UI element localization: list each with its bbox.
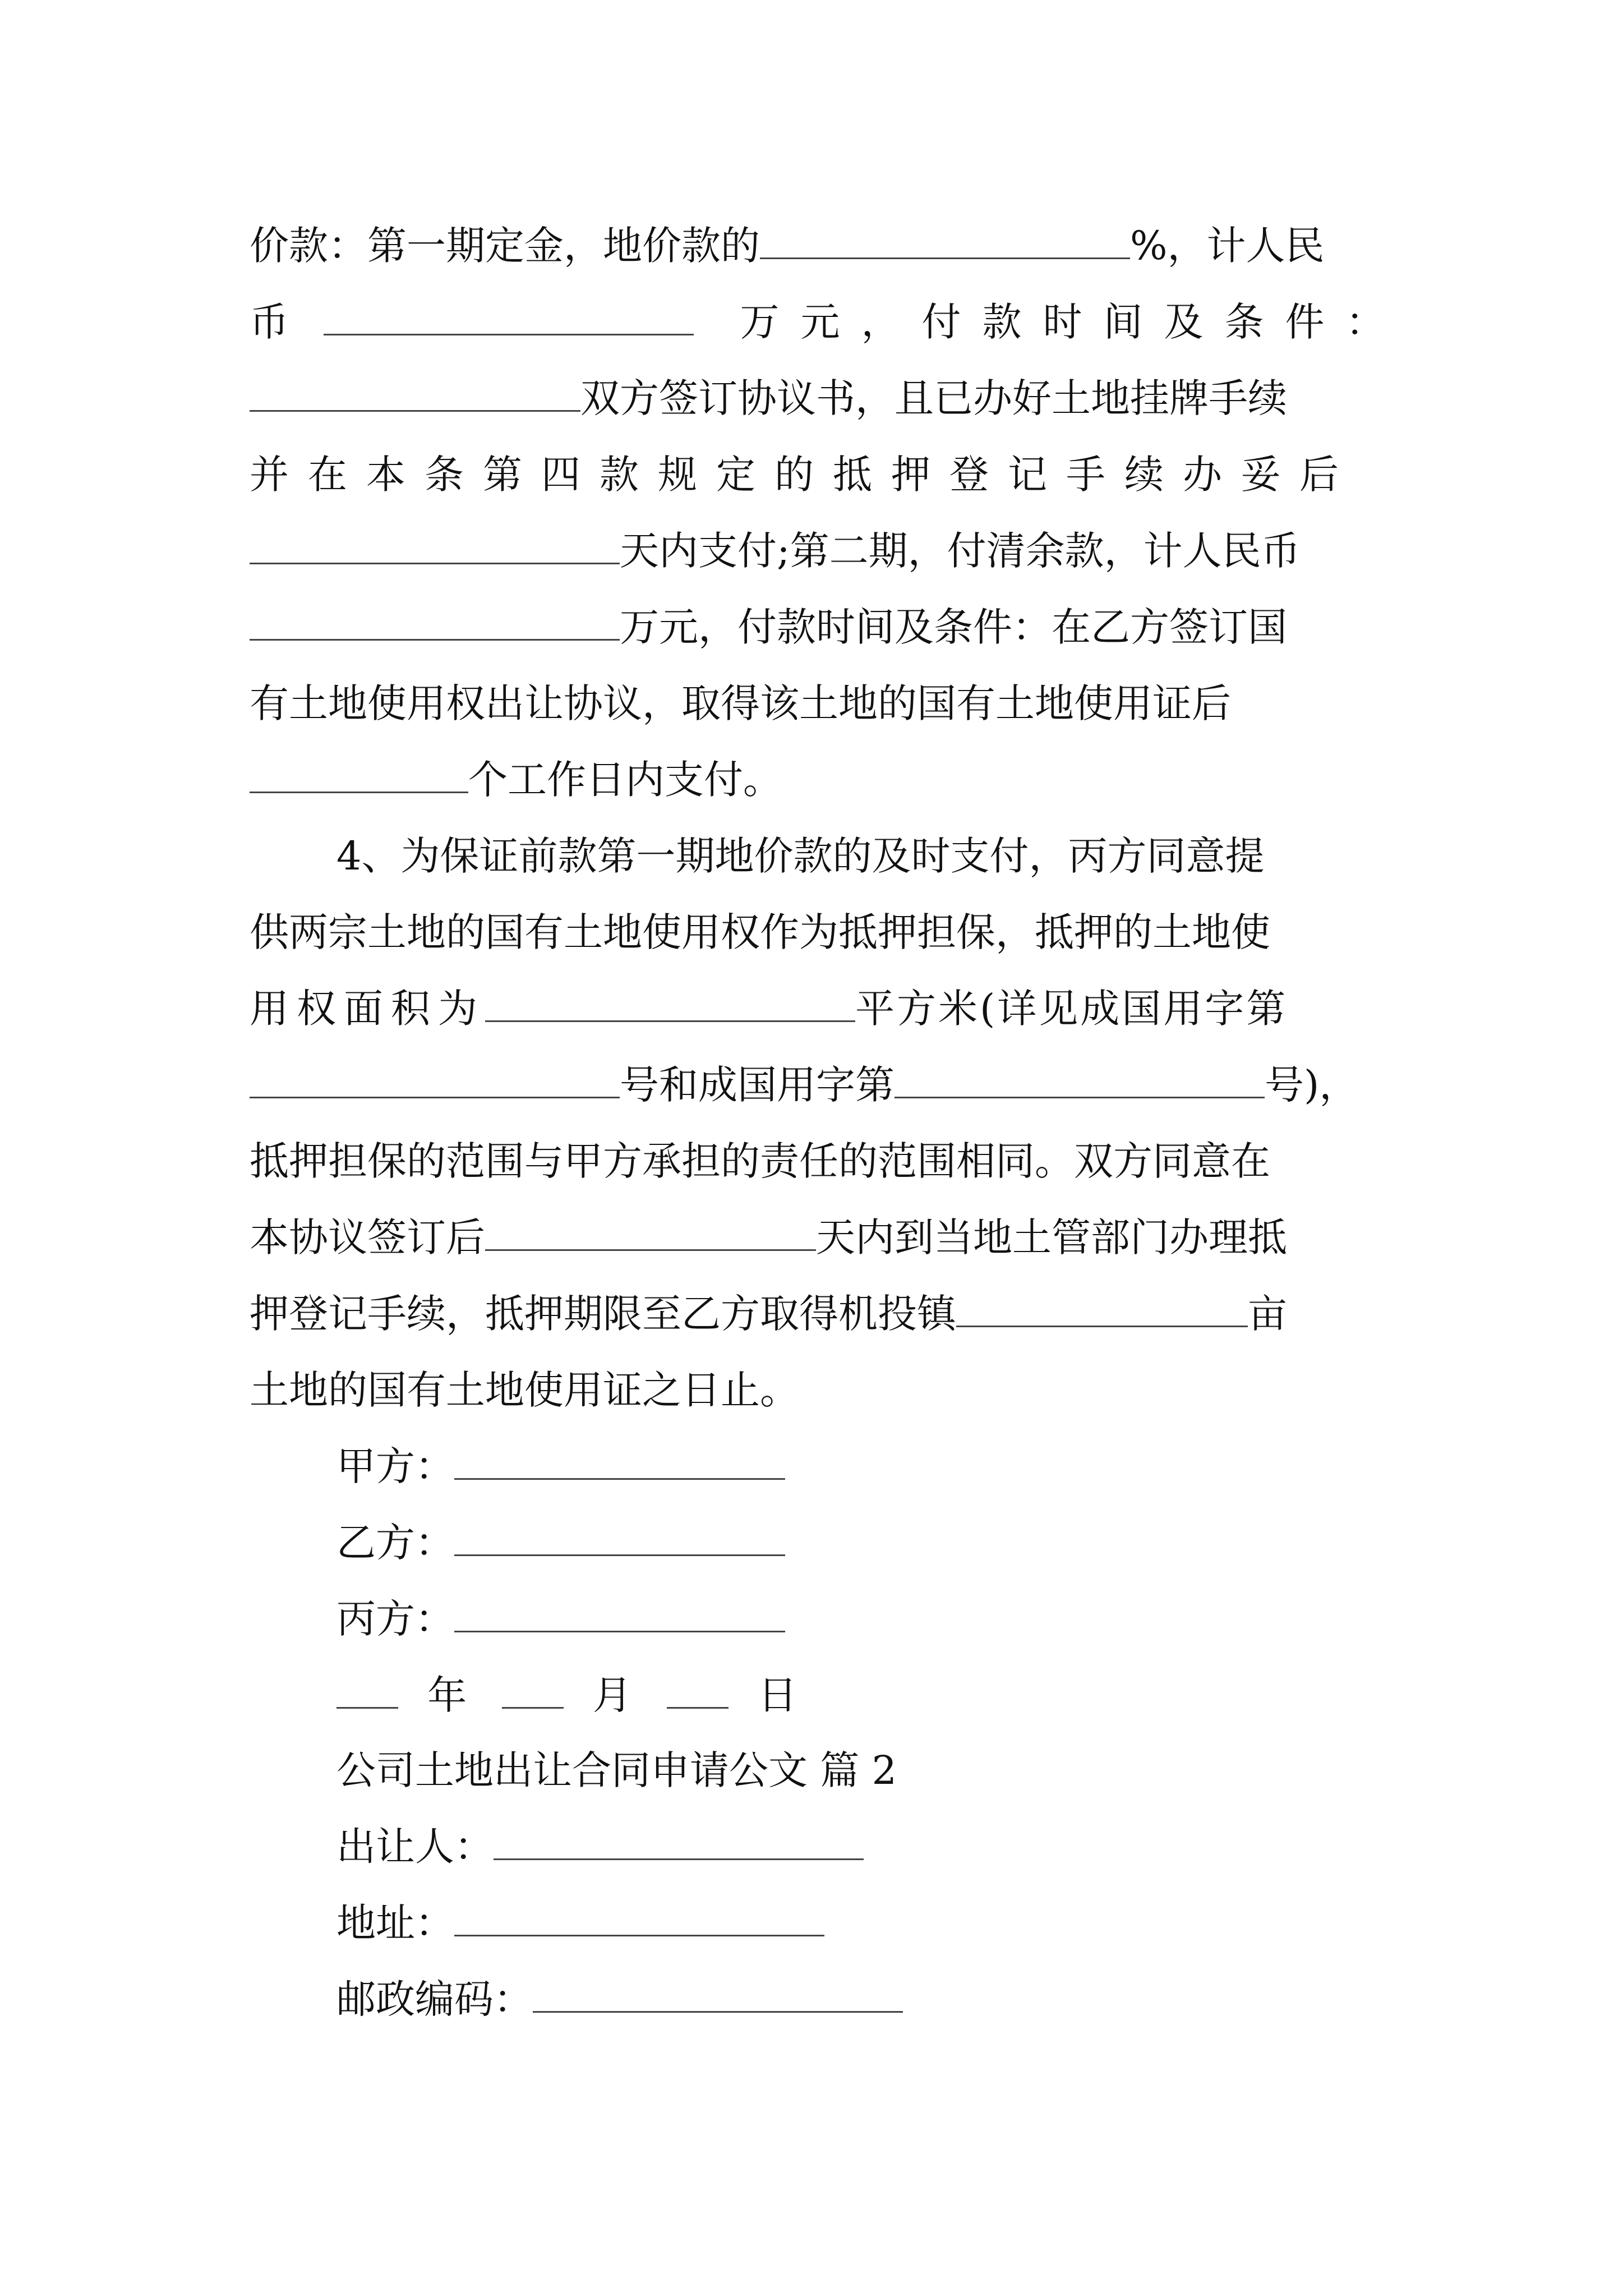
text-line [250, 517, 1388, 585]
text-line [250, 288, 1407, 356]
day-blank[interactable] [667, 1672, 728, 1709]
text-segment: 个工作日内支付。 [468, 757, 782, 803]
fill-blank[interactable] [250, 528, 620, 564]
fill-blank[interactable] [956, 1291, 1248, 1327]
fill-blank[interactable] [250, 604, 620, 641]
text-line [250, 1051, 1388, 1119]
date-line [336, 1662, 1388, 1729]
fill-blank[interactable] [324, 299, 694, 335]
address-blank[interactable] [454, 1900, 824, 1936]
text-segment: 土地的国有土地使用证之日止。 [250, 1367, 799, 1413]
text-line [250, 593, 1388, 661]
text-line [250, 670, 1388, 737]
party-c-label: 丙方： [336, 1596, 454, 1642]
text-segment: 平方米(详见成国用字第 [855, 986, 1288, 1032]
text-segment: 天内到当地土管部门办理抵 [816, 1214, 1287, 1260]
text-line [336, 822, 1388, 890]
party-a-label: 甲方： [336, 1443, 454, 1489]
text-segment: 押登记手续，抵押期限至乙方取得机投镇 [250, 1291, 956, 1337]
fill-blank[interactable] [485, 1214, 816, 1251]
text-segment: 有土地使用权出让协议，取得该土地的国有土地使用证后 [250, 680, 1231, 726]
text-segment: 号和成国用字第 [620, 1062, 895, 1108]
day-label: 日 [758, 1672, 797, 1718]
fill-blank[interactable] [250, 757, 468, 793]
text-segment: 4、为保证前款第一期地价款的及时支付，丙方同意提 [336, 833, 1265, 879]
postcode-label: 邮政编码： [336, 1976, 533, 2022]
text-segment: 币 [250, 299, 289, 345]
transferor-label: 出让人： [336, 1824, 494, 1870]
text-segment: 亩 [1248, 1291, 1287, 1337]
section-title-text: 公司土地出让合同申请公文 篇 2 [336, 1747, 897, 1793]
text-segment: 万元，付款时间及条件： [740, 299, 1407, 345]
signature-party-a [336, 1433, 1388, 1500]
text-segment: %，计人民 [1130, 223, 1325, 269]
text-segment: 天内支付;第二期，付清余款，计人民币 [620, 528, 1301, 574]
party-a-blank[interactable] [454, 1443, 785, 1480]
text-line [250, 365, 1388, 432]
text-segment: 并在本条第四款规定的抵押登记手续办妥后 [250, 452, 1358, 498]
fill-blank[interactable] [250, 375, 580, 412]
party-b-label: 乙方： [336, 1520, 454, 1566]
signature-party-c [336, 1585, 1388, 1653]
year-label: 年 [427, 1672, 467, 1718]
transferor-line [336, 1813, 1388, 1880]
text-line [250, 212, 1388, 279]
signature-party-b [336, 1509, 1388, 1576]
text-line [250, 1128, 1388, 1195]
postcode-blank[interactable] [533, 1976, 903, 2013]
text-segment: 价款：第一期定金，地价款的 [250, 223, 760, 269]
party-b-blank[interactable] [454, 1520, 785, 1556]
text-line [250, 441, 1388, 508]
text-line [250, 1204, 1388, 1271]
month-label: 月 [592, 1672, 632, 1718]
year-blank[interactable] [336, 1672, 398, 1709]
address-label: 地址： [336, 1900, 454, 1946]
text-segment: 万元，付款时间及条件：在乙方签订国 [620, 604, 1287, 650]
party-c-blank[interactable] [454, 1596, 785, 1632]
text-line [250, 899, 1388, 966]
fill-blank[interactable] [250, 1062, 620, 1098]
text-segment: 号)， [1265, 1062, 1359, 1108]
address-line [336, 1889, 1388, 1957]
text-segment: 本协议签订后 [250, 1214, 485, 1260]
text-line [250, 746, 1388, 813]
text-segment: 抵押担保的范围与甲方承担的责任的范围相同。双方同意在 [250, 1138, 1270, 1184]
text-segment: 双方签订协议书，且已办好土地挂牌手续 [580, 375, 1287, 421]
fill-blank[interactable] [485, 986, 855, 1022]
text-segment: 供两宗土地的国有土地使用权作为抵押担保，抵押的土地使 [250, 909, 1270, 955]
text-segment: 用权面积为 [250, 986, 485, 1032]
text-line [250, 975, 1388, 1042]
section-title [336, 1737, 1388, 1804]
transferor-blank[interactable] [494, 1824, 864, 1860]
text-line [250, 1280, 1388, 1347]
text-line [250, 1356, 1388, 1424]
fill-blank[interactable] [760, 223, 1130, 259]
month-blank[interactable] [502, 1672, 564, 1709]
fill-blank[interactable] [895, 1062, 1265, 1098]
postcode-line [336, 1966, 1388, 2033]
